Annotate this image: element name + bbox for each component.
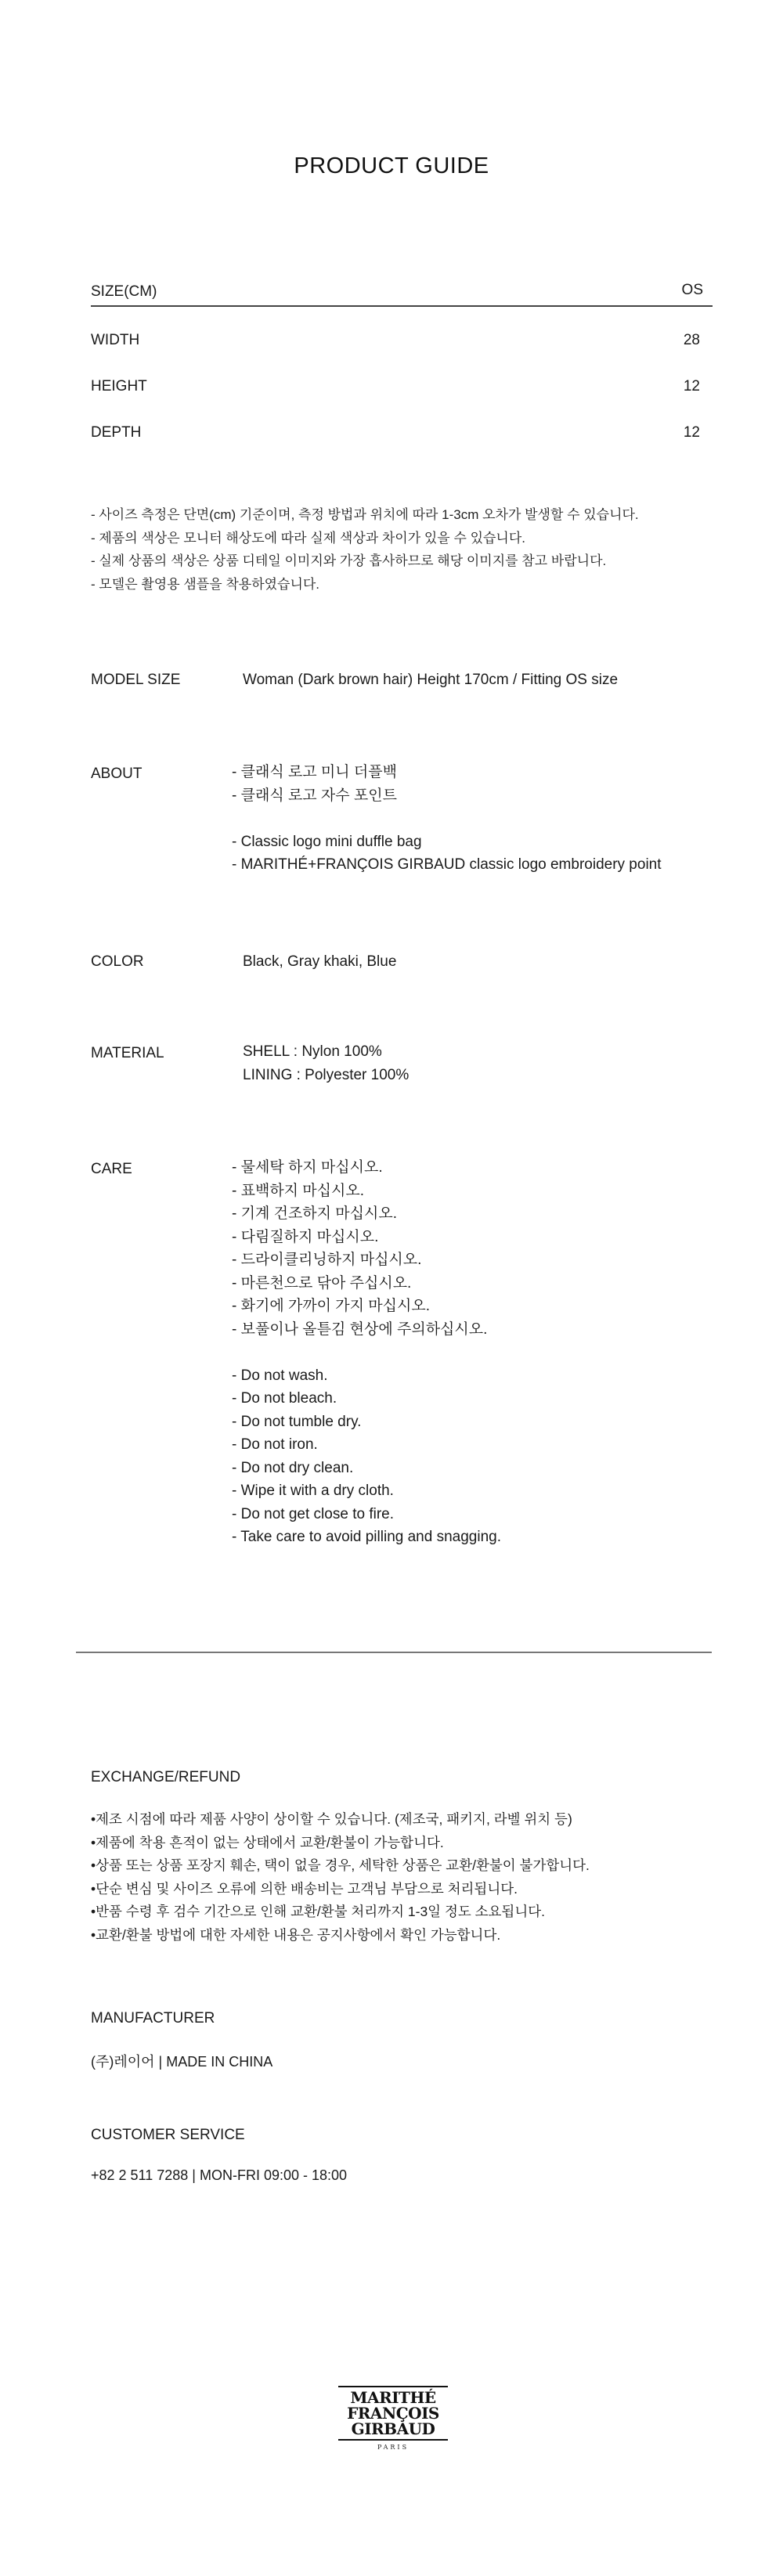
note-line: - 사이즈 측정은 단면(cm) 기준이며, 측정 방법과 위치에 따라 1-3cm 오차가 발생할 수 있습니다.: [91, 507, 639, 522]
care-line: - 기계 건조하지 마십시오.: [232, 1205, 397, 1222]
brand-logo: [338, 2386, 448, 2456]
section-divider: [76, 1652, 712, 1653]
note-line: - 모델은 촬영용 샘플을 착용하였습니다.: [91, 576, 320, 592]
logo-rule: [338, 2386, 448, 2387]
customer-service-value: +82 2 511 7288 | MON-FRI 09:00 - 18:00: [91, 2167, 348, 2183]
manufacturer-heading: MANUFACTURER: [91, 2010, 215, 2027]
size-row-depth: [91, 409, 713, 456]
size-row-value: 12: [683, 423, 700, 441]
exchange-line: •제품에 착용 흔적이 없는 상태에서 교환/환불이 가능합니다.: [91, 1834, 444, 1850]
customer-service-section: [91, 2127, 347, 2184]
exchange-line: •단순 변심 및 사이즈 오류에 의한 배송비는 고객님 부담으로 처리됩니다.: [91, 1880, 518, 1897]
material-line: LINING : Polyester 100%: [243, 1066, 410, 1083]
manufacturer-value: (주)레이어 | MADE IN CHINA: [91, 2054, 273, 2070]
care-line: - Do not get close to fire.: [232, 1505, 394, 1522]
size-notes: [91, 503, 639, 596]
care-line: - 보풀이나 올튿김 현상에 주의하십시오.: [232, 1320, 488, 1338]
size-table-header: [91, 276, 713, 307]
about-line: [232, 807, 662, 830]
care-line: - 물세탁 하지 마십시오.: [232, 1159, 383, 1176]
about-line: - 클래식 로고 미니 더플백: [232, 764, 397, 780]
care-line: - 드라이클리닝하지 마십시오.: [232, 1252, 422, 1268]
model-size-label: MODEL SIZE: [91, 672, 181, 688]
about-lines: [232, 761, 662, 877]
about-line: - Classic logo mini duffle bag: [232, 833, 422, 850]
care-line: - 다림질하지 마십시오.: [232, 1228, 379, 1245]
color-value: Black, Gray khaki, Blue: [243, 953, 397, 970]
page-title: PRODUCT GUIDE: [294, 153, 489, 178]
care-line: - 마른천으로 닦아 주십시오.: [232, 1274, 412, 1292]
exchange-line: •상품 또는 상품 포장지 훼손, 택이 없을 경우, 세탁한 상품은 교환/환불이 불가합니다.: [91, 1857, 590, 1873]
note-line: - 제품의 색상은 모니터 해상도에 따라 실제 색상과 차이가 있을 수 있습니다.: [91, 530, 525, 546]
size-row-label: DEPTH: [91, 423, 142, 441]
logo-line: MARITHÉ: [350, 2388, 436, 2407]
care-line: - 표백하지 마십시오.: [232, 1182, 364, 1199]
size-header-label: SIZE(CM): [91, 283, 157, 300]
care-line: [232, 1341, 501, 1364]
care-line: - Do not iron.: [232, 1436, 318, 1453]
manufacturer-section: [91, 2010, 272, 2071]
about-line: - MARITHÉ+FRANÇOIS GIRBAUD classic logo embroidery point: [232, 856, 662, 873]
exchange-heading: EXCHANGE/REFUND: [91, 1769, 241, 1785]
exchange-line: •반품 수령 후 검수 기간으로 인해 교환/환불 처리까지 1-3일 정도 소요됩니다.: [91, 1904, 546, 1919]
logo-paris: PARIS: [377, 2444, 410, 2451]
care-line: - Wipe it with a dry cloth.: [232, 1483, 394, 1499]
care-line: - Do not wash.: [232, 1367, 328, 1384]
material-label: MATERIAL: [91, 1045, 164, 1061]
size-table: [91, 276, 713, 456]
care-lines: [232, 1156, 501, 1549]
material-line: SHELL : Nylon 100%: [243, 1043, 382, 1060]
care-line: - Do not bleach.: [232, 1390, 337, 1407]
logo-rule: [338, 2439, 448, 2441]
size-row-value: 28: [683, 331, 700, 348]
model-size-value: Woman (Dark brown hair) Height 170cm / Fitting OS size: [243, 672, 619, 688]
logo-line: GIRBAUD: [351, 2419, 435, 2438]
material-lines: [243, 1040, 409, 1086]
logo-line: FRANÇOIS: [347, 2404, 439, 2423]
size-row-value: 12: [683, 377, 700, 395]
customer-service-heading: CUSTOMER SERVICE: [91, 2127, 245, 2143]
size-row-label: WIDTH: [91, 331, 140, 348]
about-line: - 클래식 로고 자수 포인트: [232, 787, 397, 804]
about-label: ABOUT: [91, 766, 143, 782]
exchange-section: [91, 1769, 590, 1947]
color-label: COLOR: [91, 953, 144, 970]
exchange-line: •제조 시점에 따라 제품 사양이 상이할 수 있습니다. (제조국, 패키지, 라벨 위치 등): [91, 1811, 572, 1827]
size-row-height: [91, 363, 713, 409]
care-line: - Do not tumble dry.: [232, 1413, 362, 1430]
care-line: - Take care to avoid pilling and snagging.: [232, 1529, 501, 1545]
size-header-os: OS: [681, 282, 703, 298]
exchange-lines: [91, 1808, 590, 1947]
care-line: - Do not dry clean.: [232, 1459, 354, 1476]
size-row-label: HEIGHT: [91, 377, 147, 395]
note-line: - 실제 상품의 색상은 상품 디테일 이미지와 가장 흡사하므로 해당 이미지를 참고 바랍니다.: [91, 553, 607, 568]
exchange-line: •교환/환불 방법에 대한 자세한 내용은 공지사항에서 확인 가능합니다.: [91, 1926, 501, 1943]
care-label: CARE: [91, 1161, 132, 1177]
care-line: - 화기에 가까이 가지 마십시오.: [232, 1298, 430, 1314]
size-row-width: [91, 317, 713, 363]
